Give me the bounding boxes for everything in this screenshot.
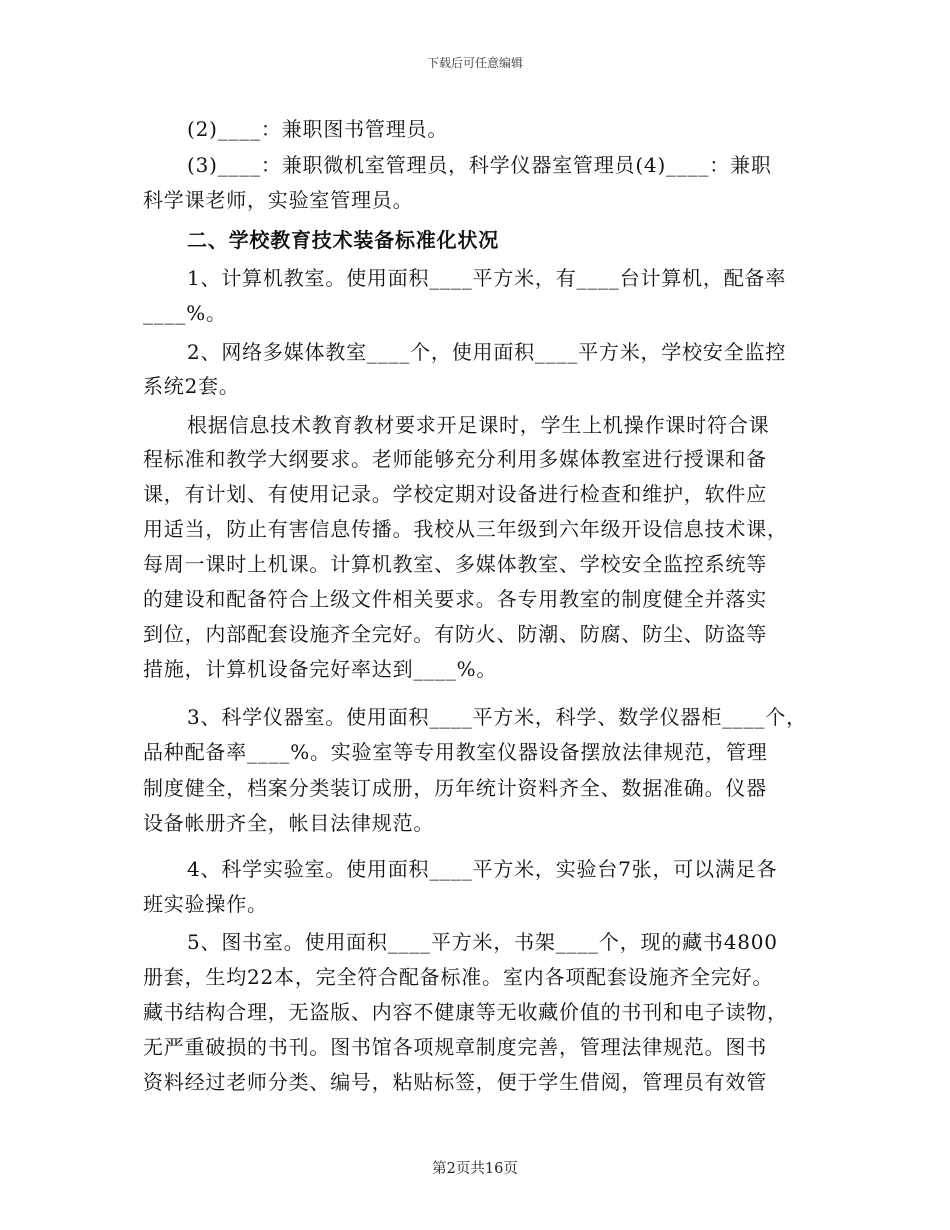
paragraph-line: (3)____：兼职微机室管理员，科学仪器室管理员(4)____：兼职: [187, 153, 772, 177]
paragraph-line: 班实验操作。: [143, 892, 268, 916]
paragraph-line: 5、图书室。使用面积____平方米，书架____个，现的藏书4800: [187, 930, 778, 954]
paragraph-line: 用适当，防止有害信息传播。我校从三年级到六年级开设信息技术课，: [143, 517, 788, 541]
paragraph-line: ____%。: [143, 301, 227, 325]
paragraph-line: 品种配备率____%。实验室等专用教室仪器设备摆放法律规范，管理: [143, 740, 768, 764]
paragraph-line: (2)____：兼职图书管理员。: [187, 117, 449, 141]
paragraph-line: 到位，内部配套设施齐全完好。有防火、防潮、防腐、防尘、防盗等: [143, 622, 767, 646]
paragraph-line: 3、科学仪器室。使用面积____平方米，科学、数学仪器柜____个，: [187, 705, 807, 729]
paragraph-line: 无严重破损的书刊。图书馆各项规章制度完善，管理法律规范。图书: [143, 1035, 767, 1059]
paragraph-line: 课，有计划、有使用记录。学校定期对设备进行检查和维护，软件应: [143, 482, 767, 506]
paragraph-line: 资料经过老师分类、编号，粘贴标签，便于学生借阅，管理员有效管: [143, 1070, 767, 1094]
paragraph-line: 1、计算机教室。使用面积____平方米，有____台计算机，配备率: [187, 266, 787, 290]
paragraph-line: 根据信息技术教育教材要求开足课时，学生上机操作课时符合课: [187, 413, 770, 437]
paragraph-line: 2、网络多媒体教室____个，使用面积____平方米，学校安全监控: [187, 340, 787, 364]
paragraph-line: 系统2套。: [143, 374, 240, 398]
paragraph-line: 制度健全，档案分类装订成册，历年统计资料齐全、数据准确。仪器: [143, 776, 767, 800]
paragraph-line: 藏书结构合理，无盗版、内容不健康等无收藏价值的书刊和电子读物，: [143, 1000, 788, 1024]
page-footer: 第2页共16页: [432, 1161, 518, 1177]
paragraph-line: 措施，计算机设备完好率达到____%。: [143, 657, 498, 681]
section-heading: 二、学校教育技术装备标准化状况: [187, 228, 499, 252]
paragraph-line: 的建设和配备符合上级文件相关要求。各专用教室的制度健全并落实: [143, 587, 767, 611]
paragraph-line: 设备帐册齐全，帐目法律规范。: [143, 811, 435, 835]
paragraph-line: 科学课老师，实验室管理员。: [143, 188, 414, 212]
paragraph-line: 册套，生均22本，完全符合配备标准。室内各项配套设施齐全完好。: [143, 965, 774, 989]
paragraph-line: 4、科学实验室。使用面积____平方米，实验台7张，可以满足各: [187, 857, 778, 881]
paragraph-line: 程标准和教学大纲要求。老师能够充分利用多媒体教室进行授课和备: [143, 447, 767, 471]
paragraph-line: 每周一课时上机课。计算机教室、多媒体教室、学校安全监控系统等: [143, 552, 767, 576]
page-header: 下载后可任意编辑: [426, 56, 523, 70]
